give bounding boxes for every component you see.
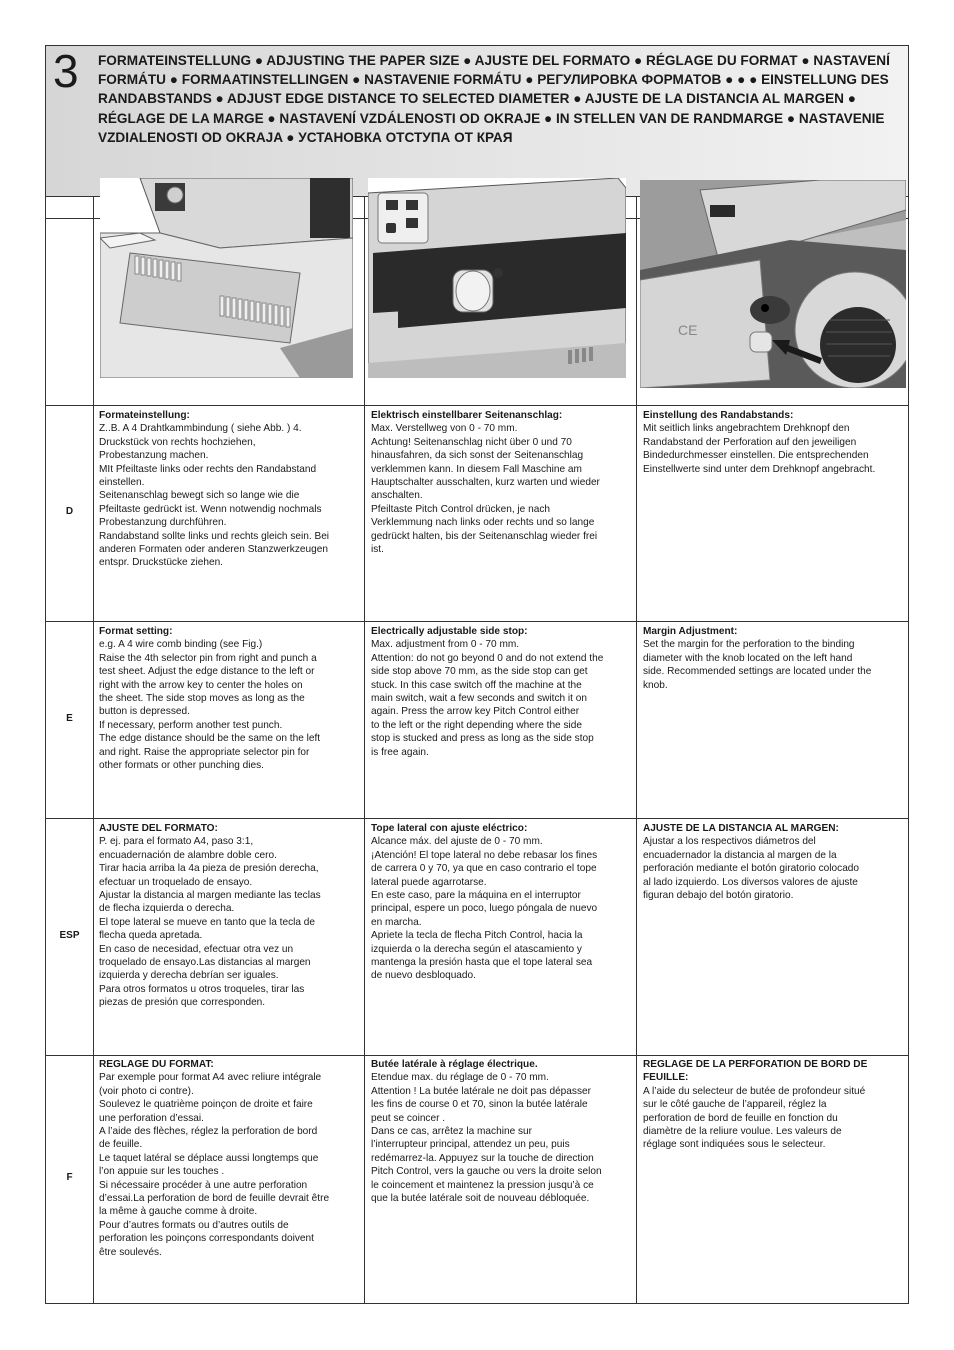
cell-esp-format-setting xyxy=(99,822,361,1010)
instruction-table xyxy=(45,45,909,1304)
cell-esp-margin xyxy=(643,822,905,902)
cell-title: Tope lateral con ajuste eléctrico: xyxy=(371,823,528,834)
cell-title: Electrically adjustable side stop: xyxy=(371,626,528,637)
cell-title: Format setting: xyxy=(99,626,173,637)
cell-title: AJUSTE DEL FORMATO: xyxy=(99,823,218,834)
cell-title: REGLAGE DU FORMAT: xyxy=(99,1059,214,1070)
cell-body: Ajustar a los respectivos diámetros del encuadernador la distancia al margen de la perforación mediante el botón giratorio colocado al lado izquierdo. Los diversos valores de ajuste figuran debajo del botón giratorio. xyxy=(643,836,860,902)
step-number: 3 xyxy=(53,45,79,97)
cell-f-margin xyxy=(643,1058,905,1152)
section-header xyxy=(46,46,908,197)
row-divider xyxy=(46,621,908,622)
svg-text:CE: CE xyxy=(678,322,698,338)
cell-body: Set the margin for the perforation to the binding diameter with the knob located on the left hand side. Recommended settings are located under the knob. xyxy=(643,639,872,691)
cell-body: Max. adjustment from 0 - 70 mm. Attention: do not go beyond 0 and do not extend the side stop above 70 mm, as the side stop can get stuck. In this case switch off the machine at the main switch, wait a few seconds and switch it on again. Press the arrow key Pitch Control either to the left or the right depending where the side stop is stucked and press as long as the side stop is free again. xyxy=(371,639,604,758)
cell-d-side-stop xyxy=(371,409,633,556)
cell-title: Butée latérale à réglage électrique. xyxy=(371,1059,538,1070)
comb-binding-punch-illustration xyxy=(100,178,353,378)
cell-body: e.g. A 4 wire comb binding (see Fig.) Raise the 4th selector pin from right and punch a test sheet. Adjust the edge distance to the left or right with the arrow key to center the holes on the sheet. The side stop moves as long as the button is depressed. If necessary, perform another test punch. The edge distance should be the same on the left and right. Raise the appropriate selector pin for other formats or other punching dies. xyxy=(99,639,321,772)
row-divider xyxy=(46,818,908,819)
cell-d-margin xyxy=(643,409,905,476)
side-stop-control-panel-illustration xyxy=(368,178,626,378)
cell-body: Par exemple pour format A4 avec reliure intégrale (voir photo ci contre). Soulevez le quatrième poinçon de droite et faire une perforation d’essai. A l’aide des flèches, réglez la perforation de bord de feuille. Le taquet latéral se déplace aussi longtemps que l’on appuie sur les touches . Si nécessaire procéder à une autre perforation d’essai.La perforation de bord de feuille devrait être la même à gauche comme à droite. Pour d’autres formats ou d’autres outils de perforation les poinçons correspondants doivent être soulevés. xyxy=(99,1072,330,1258)
column-divider xyxy=(636,196,637,1304)
cell-e-format-setting xyxy=(99,625,361,772)
cell-f-side-stop xyxy=(371,1058,633,1205)
cell-d-format-setting xyxy=(99,409,361,570)
cell-body: Max. Verstellweg von 0 - 70 mm. Achtung! Seitenanschlag nicht über 0 und 70 hinausfahren, da sich sonst der Seitenanschlag verklemmen kann. In diesem Fall Maschine am Hauptschalter ausschalten, kurz warten und wieder anschalten. Pfeiltaste Pitch Control drücken, je nach Verklemmung nach links oder rechts und so lange gedrückt halten, bis der Seitenanschlag wieder frei ist. xyxy=(371,423,600,556)
cell-e-side-stop xyxy=(371,625,633,759)
column-divider xyxy=(364,196,365,1304)
cell-body: Alcance máx. del ajuste de 0 - 70 mm. ¡Atención! El tope lateral no debe rebasar los fines de carrera 0 y 70, ya que en caso contrario el tope lateral puede agarrotarse. En este caso, pare la máquina en el interruptor principal, espere un poco, luego póngala de nuevo en marcha. Apriete la tecla de flecha Pitch Control, hacia la izquierda o la derecha según el atascamiento y mantenga la presión hasta que el tope lateral sea de nuevo desbloquado. xyxy=(371,836,598,982)
cell-esp-side-stop xyxy=(371,822,633,983)
row-divider xyxy=(46,405,908,406)
cell-body: Z..B. A 4 Drahtkammbindung ( siehe Abb. ) 4. Druckstück von rechts hochziehen, Probestanzung machen. MIt Pfeiltaste links oder rechts den Randabstand einstellen. Seitenanschlag bewegt sich so lange wie die Pfeiltaste gedrückt ist. Wenn notwendig nochmals Probestanzung durchführen. Randabstand sollte links und rechts gleich sein. Bei anderen Formaten oder anderen Stanzwerkzeugen entspr. Druckstücke ziehen. xyxy=(99,423,330,569)
cell-title: REGLAGE DE LA PERFORATION DE BORD DE FEUILLE: xyxy=(643,1059,868,1084)
cell-body: Etendue max. du réglage de 0 - 70 mm. Attention ! La butée latérale ne doit pas dépasser les fins de course 0 et 70, sinon la butée latérale peut se coincer . Dans ce cas, arrêtez la machine sur l’interrupteur principal, attendez un peu, puis redémarrez-la. Appuyez sur la touche de direction Pitch Control, vers la gauche ou vers la droite selon le coincement et maintenez la pression jusqu’à ce que la butée latérale soit de nouveau débloquée. xyxy=(371,1072,602,1205)
cell-f-format-setting xyxy=(99,1058,361,1259)
cell-title: Elektrisch einstellbarer Seitenanschlag: xyxy=(371,410,563,421)
language-label-f: F xyxy=(66,1172,73,1183)
row-divider xyxy=(46,1055,908,1056)
cell-title: Formateinstellung: xyxy=(99,410,190,421)
edge-distance-knob-illustration xyxy=(640,180,906,388)
language-label-esp: ESP xyxy=(59,930,80,941)
cell-title: Margin Adjustment: xyxy=(643,626,738,637)
cell-body: P. ej. para el formato A4, paso 3:1, encuadernación de alambre doble cero. Tirar hacia arriba la 4a pieza de presión derecha, efectuar un troquelado de ensayo. Ajustar la distancia al margen mediante las teclas de flecha izquierda o derecha. El tope lateral se mueve en tanto que la tecla de flecha queda apretada. En caso de necesidad, efectuar otra vez un troquelado de ensayo.Las distancias al margen izquierda y derecha debrían ser iguales. Para otros formatos u otros troqueles, tirar las piezas de presión que corresponden. xyxy=(99,836,321,1009)
cell-e-margin xyxy=(643,625,905,692)
section-title: FORMATEINSTELLUNG ● ADJUSTING THE PAPER SIZE ● AJUSTE DEL FORMATO ● RÉGLAGE DU FORMAT ● NASTAVENÍ FORMÁTU ● FORMAATINSTELLINGEN ● NASTAVENIE FORMÁTU ● РЕГУЛИРОВКА ФОРМАТОВ ● ● ● EINSTELLUNG DES RANDABSTANDS ● ADJUST EDGE DISTANCE TO SELECTED DIAMETER ● AJUSTE DE LA DISTANCIA AL MARGEN ● RÉGLAGE DE LA MARGE ● NASTAVENÍ VZDÁLENOSTI OD OKRAJE ● IN STELLEN VAN DE RANDMARGE ● NASTAVENIE VZDIALENOSTI OD OKRAJA ● УСТАНОВКА ОТСТУПА ОТ КРАЯ xyxy=(98,53,890,145)
cell-title: AJUSTE DE LA DISTANCIA AL MARGEN: xyxy=(643,823,839,834)
column-divider xyxy=(93,196,94,1304)
cell-title: Einstellung des Randabstands: xyxy=(643,410,794,421)
cell-body: Mit seitlich links angebrachtem Drehknopf den Randabstand der Perforation auf den jeweiligen Bindedurchmesser einstellen. Die entsprechenden Einstellwerte sind unter dem Drehknopf angebracht. xyxy=(643,423,876,475)
language-label-e: E xyxy=(66,713,73,724)
cell-body: A l’aide du selecteur de butée de profondeur situé sur le côté gauche de l’appareil, réglez la perforation de bord de feuille en fonction du diamètre de la reliure voulue. Les valeurs de réglage sont indiquées sous le selecteur. xyxy=(643,1085,866,1151)
language-label-d: D xyxy=(65,506,74,517)
